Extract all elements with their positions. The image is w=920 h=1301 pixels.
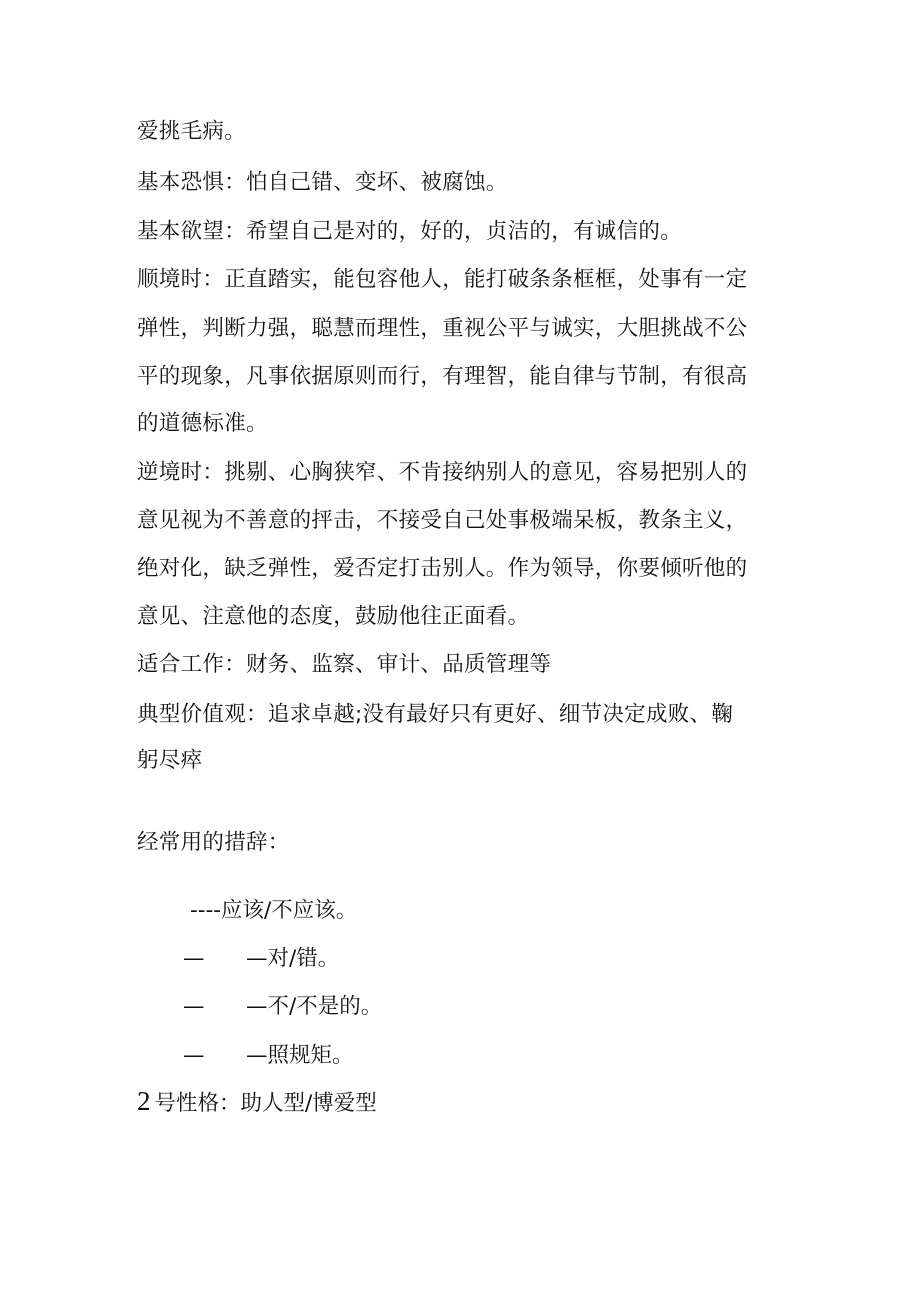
text-line-basic-fear: 基本恐惧：怕自己错、变坏、被腐蚀。 [137,170,508,195]
text-line-adverse: 逆境时：挑剔、心胸狭窄、不肯接纳别人的意见，容易把别人的 [137,460,748,485]
text-line: 爱挑毛病。 [137,119,247,144]
text-line: 意见视为不善意的抨击，不接受自己处事极端呆板，教条主义， [137,508,748,533]
text-line: 平的现象，凡事依据原则而行，有理智，能自律与节制，有很高 [137,364,748,389]
phrase-dash: — [183,994,205,1019]
section-heading [137,1086,377,1119]
phrase-item: —对/错。 [246,946,340,971]
section-number: 2 [137,1086,151,1116]
phrase-item: —照规矩。 [246,1043,354,1068]
phrases-heading: 经常用的措辞： [137,830,290,855]
text-line: 绝对化，缺乏弹性，爱否定打击别人。作为领导，你要倾听他的 [137,556,748,581]
text-line-values: 典型价值观：追求卓越;没有最好只有更好、细节决定成败、鞠 [137,702,734,727]
section-title: 号性格：助人型/博爱型 [154,1091,377,1116]
phrase-item: —不/不是的。 [246,994,383,1019]
phrase-item: ----应该/不应该。 [190,898,358,923]
text-line: 的道德标准。 [137,411,268,436]
text-line: 躬尽瘁 [137,748,203,773]
text-line: 意见、注意他的态度，鼓励他往正面看。 [137,604,530,629]
text-line: 弹性，判断力强，聪慧而理性，重视公平与诚实，大胆挑战不公 [137,316,748,341]
phrase-dash: — [183,1043,205,1068]
phrase-dash: — [183,946,205,971]
text-line-basic-desire: 基本欲望：希望自己是对的，好的，贞洁的，有诚信的。 [137,219,683,244]
text-line-suitable-work: 适合工作：财务、监察、审计、品质管理等 [137,652,552,677]
text-line-favorable: 顺境时：正直踏实，能包容他人，能打破条条框框，处事有一定 [137,267,748,292]
